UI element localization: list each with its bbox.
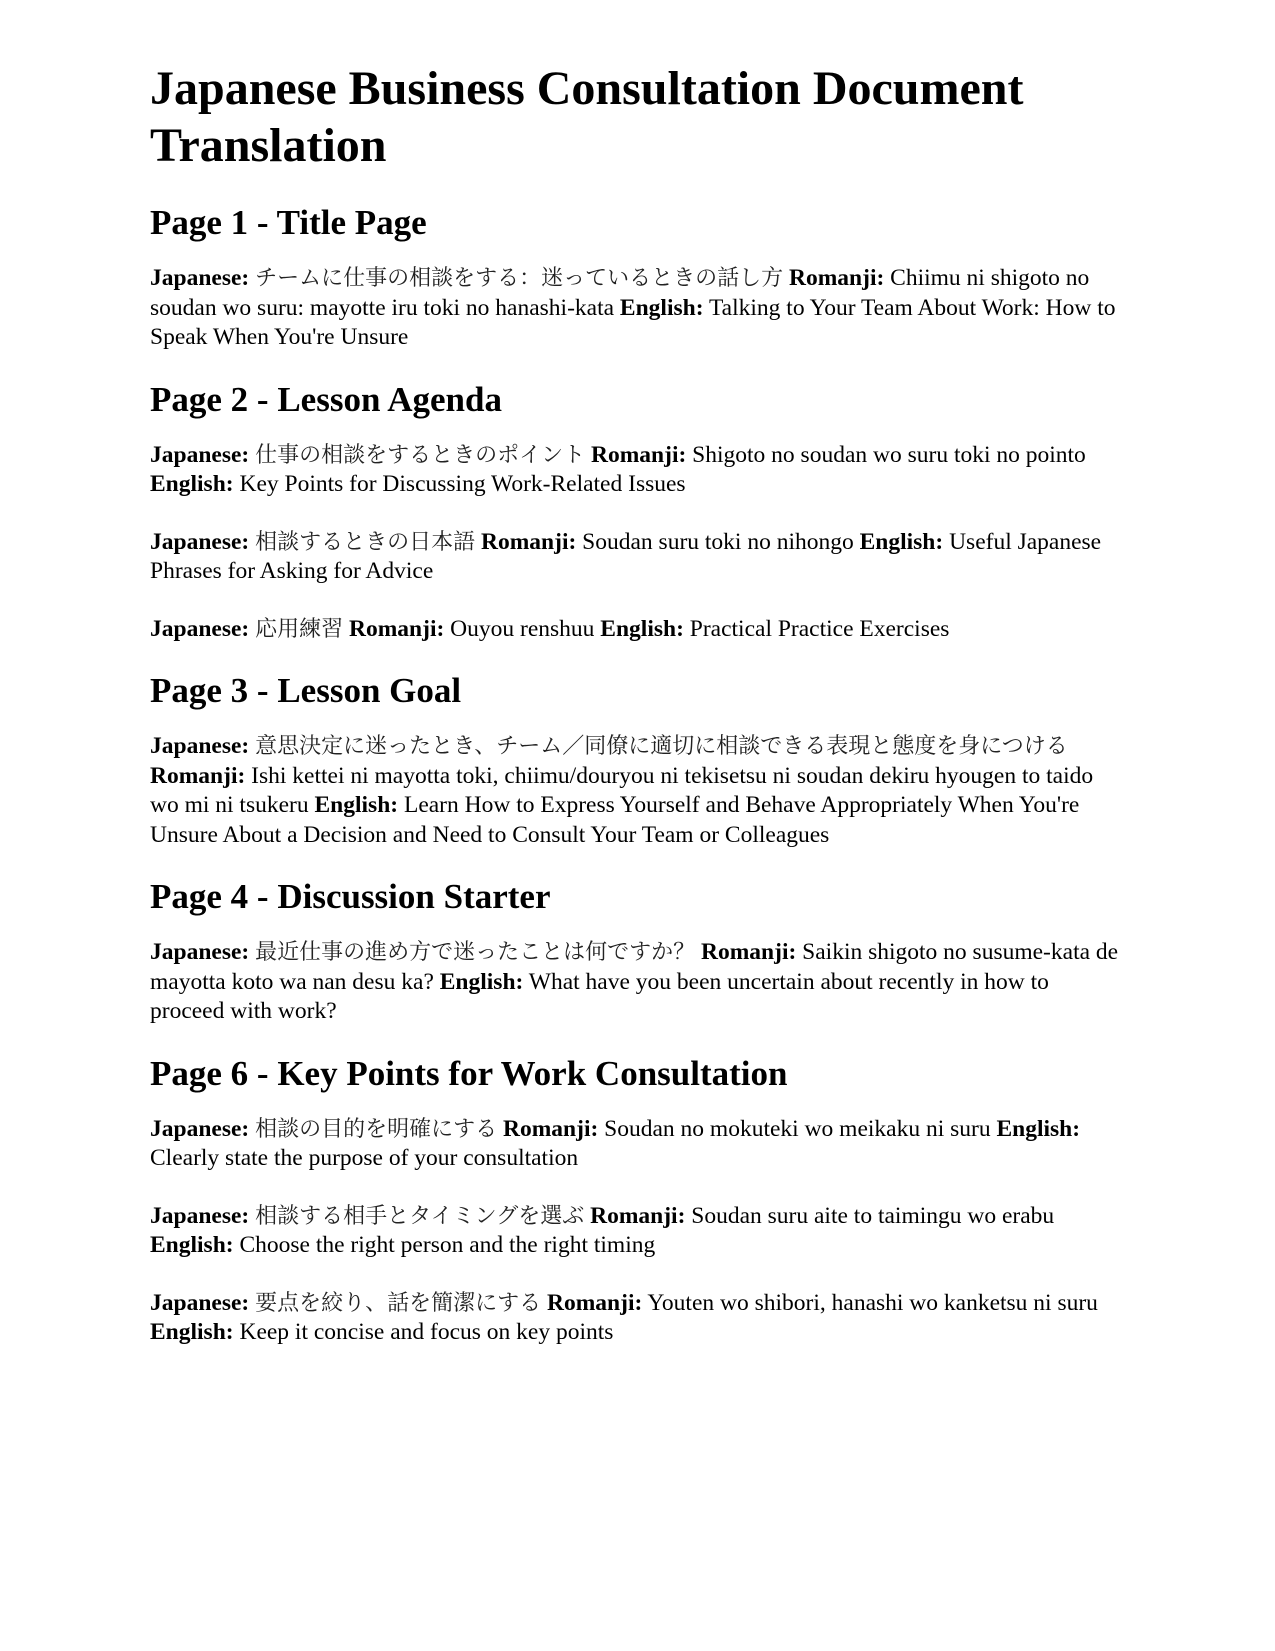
japanese-label: Japanese: [150,265,250,291]
section-heading: Page 4 - Discussion Starter [150,877,551,916]
english-text: Learn How to Express Yourself and Behave Appropriately When You're Unsure About a Decision and Need to Consult Your Team or Colleagues [150,792,1080,848]
japanese-label: Japanese: [150,733,250,759]
romanji-label: Romanji: [349,615,445,642]
english-text: Clearly state the purpose of your consultation [150,1145,579,1171]
translation-entry [150,1202,1125,1261]
romanji-text: Youten wo shibori, hanashi wo kanketsu ni suru [647,1289,1098,1316]
romanji-text: Soudan suru toki no nihongo [582,528,854,555]
romanji-label: Romanji: [591,441,687,468]
translation-entry [150,938,1125,1027]
document-page [150,60,1125,1374]
section-heading: Page 2 - Lesson Agenda [150,379,502,419]
document-section [150,379,1125,645]
document-section [150,202,1125,353]
document-section [150,876,1125,1027]
english-text: Keep it concise and focus on key points [239,1319,614,1345]
section-heading: Page 3 - Lesson Goal [150,671,462,710]
japanese-text: 相談の目的を明確にする [255,1116,498,1142]
japanese-text: 応用練習 [255,616,344,642]
japanese-label: Japanese: [150,615,250,642]
document-sections [150,202,1125,1348]
english-text: Key Points for Discussing Work-Related Issues [239,471,686,497]
romanji-text: Shigoto no soudan wo suru toki no pointo [692,441,1086,468]
japanese-text: 意思決定に迷ったとき、チーム／同僚に適切に相談できる表現と態度を身につける [255,734,1068,759]
romanji-label: Romanji: [590,1202,686,1229]
japanese-text: 仕事の相談をするときのポイント [255,442,586,468]
english-text: Talking to Your Team About Work: How to Speak When You're Unsure [150,294,1116,350]
english-label: English: [150,1319,234,1345]
english-label: English: [150,1232,234,1258]
english-text: What have you been uncertain about recently in how to proceed with work? [150,968,1049,1024]
japanese-label: Japanese: [150,441,250,468]
romanji-label: Romanji: [701,939,797,965]
translation-entry [150,441,1125,500]
english-label: English: [150,471,234,497]
japanese-text: 最近仕事の進め方で迷ったことは何ですか？ [255,940,696,965]
document-section [150,670,1125,850]
translation-entry [150,1115,1125,1174]
japanese-text: 相談するときの日本語 [255,529,476,555]
english-label: English: [859,528,944,555]
romanji-text: Soudan suru aite to taimingu wo erabu [691,1202,1055,1229]
japanese-label: Japanese: [150,528,250,555]
japanese-label: Japanese: [150,1289,250,1316]
document-title: Japanese Business Consultation Document Translation [150,62,1024,172]
english-label: English: [439,968,524,995]
japanese-text: 要点を絞り、話を簡潔にする [255,1290,542,1316]
japanese-label: Japanese: [150,939,250,965]
romanji-text: Chiimu ni shigoto no soudan wo suru: mayotte iru toki no hanashi-kata [150,265,1090,321]
english-label: English: [619,294,704,321]
english-text: Choose the right person and the right timing [239,1232,656,1258]
romanji-label: Romanji: [481,528,577,555]
translation-entry [150,528,1125,587]
translation-entry [150,264,1125,353]
japanese-text: 相談する相手とタイミングを選ぶ [255,1203,585,1229]
english-label: English: [314,792,399,818]
romanji-text: Ouyou renshuu [450,615,595,642]
japanese-text: チームに仕事の相談をする：迷っているときの話し方 [255,266,784,291]
section-heading: Page 1 - Title Page [150,203,427,242]
english-label: English: [996,1115,1081,1142]
romanji-label: Romanji: [503,1115,599,1142]
romanji-label: Romanji: [789,265,885,291]
english-text: Practical Practice Exercises [689,615,950,642]
english-label: English: [600,615,684,642]
romanji-text: Soudan no mokuteki wo meikaku ni suru [604,1115,991,1142]
translation-entry [150,732,1125,850]
english-text: Useful Japanese Phrases for Asking for Advice [150,528,1102,584]
section-heading: Page 6 - Key Points for Work Consultation [150,1053,788,1093]
romanji-label: Romanji: [150,762,246,789]
japanese-label: Japanese: [150,1202,250,1229]
romanji-text: Ishi kettei ni mayotta toki, chiimu/douryou ni tekisetsu ni soudan dekiru hyougen to taido wo mi ni tsukeru [150,762,1094,818]
japanese-label: Japanese: [150,1115,250,1142]
romanji-label: Romanji: [547,1289,643,1316]
translation-entry [150,1289,1125,1348]
document-section [150,1053,1125,1348]
translation-entry [150,615,1125,645]
romanji-text: Saikin shigoto no susume-kata de mayotta koto wa nan desu ka? [150,939,1119,995]
